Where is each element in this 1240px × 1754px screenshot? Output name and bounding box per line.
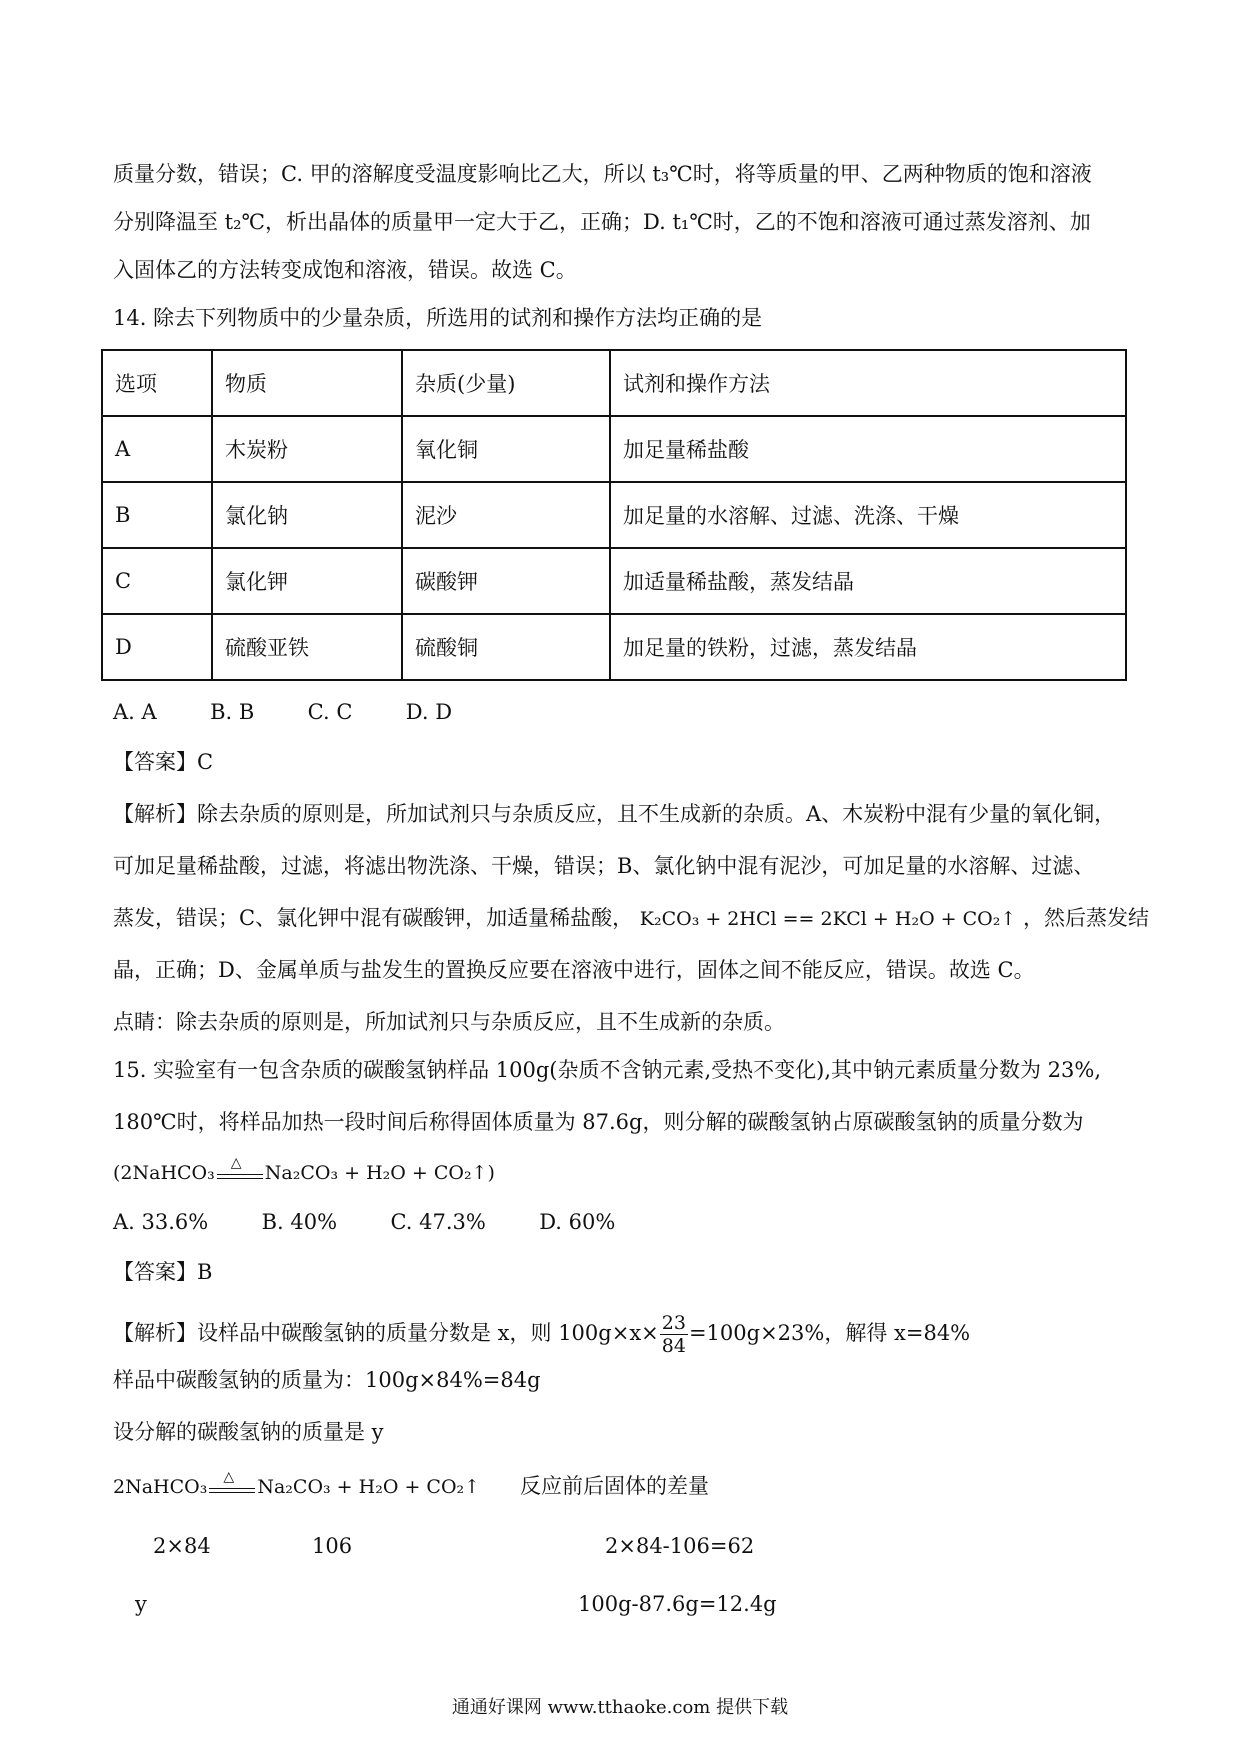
equation-right: Na₂CO₃ + H₂O + CO₂↑ (257, 1476, 481, 1498)
intro-line-1: 质量分数，错误；C. 甲的溶解度受温度影响比乙大，所以 t₃℃时，将等质量的甲、乙两种物质的饱和溶液 (113, 162, 1092, 186)
table-row (102, 614, 1126, 680)
q14-answer: 【答案】C (113, 750, 214, 774)
table-cell: D (102, 614, 212, 680)
q15-options (113, 1208, 615, 1236)
table-header-cell: 物质 (212, 350, 402, 416)
fraction (660, 1312, 688, 1357)
table-cell: 碳酸钾 (402, 548, 610, 614)
q14-analysis-line-3 (113, 904, 1149, 933)
table-cell: 氧化铜 (402, 416, 610, 482)
fraction-denominator: 84 (661, 1335, 686, 1357)
table-cell: 加适量稀盐酸，蒸发结晶 (610, 548, 1126, 614)
option-b: B. 40% (261, 1210, 338, 1234)
q14-analysis-line-1: 【解析】除去杂质的原则是，所加试剂只与杂质反应，且不生成新的杂质。A、木炭粉中混有少量的氧化铜， (113, 802, 1116, 826)
q15-let-y: 设分解的碳酸氢钠的质量是 y (113, 1420, 384, 1444)
option-d: D. D (405, 700, 453, 724)
table-cell: 加足量稀盐酸 (610, 416, 1126, 482)
option-a: A. 33.6% (113, 1210, 209, 1234)
q15-stem-line-1: 15. 实验室有一包含杂质的碳酸氢钠样品 100g(杂质不含钠元素,受热不变化),其中钠元素质量分数为 23%, (113, 1058, 1102, 1082)
reaction-equation: K₂CO₃ + 2HCl == 2KCl + H₂O + CO₂↑ (639, 908, 1017, 930)
ratio-cell: 106 (312, 1534, 353, 1558)
analysis-text: =100g×23%，解得 x=84% (688, 1321, 971, 1345)
q14-options (113, 698, 452, 726)
equation-left: 2NaHCO₃ (113, 1476, 208, 1498)
table-cell: A (102, 416, 212, 482)
fraction-numerator: 23 (661, 1312, 686, 1334)
table-cell: 木炭粉 (212, 416, 402, 482)
ratio-cell: y (135, 1592, 147, 1616)
q14-table (101, 349, 1127, 681)
q15-stem-line-2: 180℃时，将样品加热一段时间后称得固体质量为 87.6g，则分解的碳酸氢钠占原碳酸氢钠的质量分数为 (113, 1110, 1084, 1134)
option-a: A. A (113, 700, 157, 724)
table-cell: 硫酸铜 (402, 614, 610, 680)
option-d: D. 60% (539, 1210, 616, 1234)
q15-equation (113, 1155, 495, 1187)
heat-arrow-icon: △ (209, 1474, 255, 1496)
q15-mass-line: 样品中碳酸氢钠的质量为：100g×84%=84g (113, 1368, 541, 1392)
table-cell: 氯化钠 (212, 482, 402, 548)
table-row (102, 548, 1126, 614)
ratio-cell: 2×84-106=62 (605, 1534, 755, 1558)
equation-left: (2NaHCO₃ (113, 1162, 215, 1184)
equation-right: Na₂CO₃ + H₂O + CO₂↑) (264, 1162, 495, 1184)
intro-line-2: 分别降温至 t₂℃，析出晶体的质量甲一定大于乙，正确；D. t₁℃时，乙的不饱和溶液可通过蒸发溶剂、加 (113, 210, 1091, 234)
table-header-row (102, 350, 1126, 416)
table-header-cell: 试剂和操作方法 (610, 350, 1126, 416)
table-cell: 氯化钾 (212, 548, 402, 614)
table-row (102, 416, 1126, 482)
table-cell: B (102, 482, 212, 548)
q14-stem: 14. 除去下列物质中的少量杂质，所选用的试剂和操作方法均正确的是 (113, 306, 763, 330)
q14-analysis-line-4: 晶，正确；D、金属单质与盐发生的置换反应要在溶液中进行，固体之间不能反应，错误。故选 C。 (113, 958, 1035, 982)
q14-analysis-line-2: 可加足量稀盐酸，过滤，将滤出物洗涤、干燥，错误；B、氯化钠中混有泥沙，可加足量的水溶解、过滤、 (113, 854, 1095, 878)
table-cell: 硫酸亚铁 (212, 614, 402, 680)
difference-label: 反应前后固体的差量 (520, 1474, 709, 1498)
heat-arrow-icon: △ (217, 1160, 263, 1182)
analysis-text: 蒸发，错误；C、氯化钾中混有碳酸钾，加适量稀盐酸， (113, 906, 634, 930)
q15-equation-2 (113, 1469, 481, 1501)
table-cell: C (102, 548, 212, 614)
q14-tip: 点睛：除去杂质的原则是，所加试剂只与杂质反应，且不生成新的杂质。 (113, 1010, 785, 1034)
table-cell: 泥沙 (402, 482, 610, 548)
option-b: B. B (210, 700, 255, 724)
table-cell: 加足量的铁粉，过滤，蒸发结晶 (610, 614, 1126, 680)
option-c: C. C (307, 700, 353, 724)
q15-answer: 【答案】B (113, 1260, 213, 1284)
table-cell: 加足量的水溶解、过滤、洗涤、干燥 (610, 482, 1126, 548)
ratio-cell: 100g-87.6g=12.4g (578, 1592, 777, 1616)
intro-line-3: 入固体乙的方法转变成饱和溶液，错误。故选 C。 (113, 258, 577, 282)
table-row (102, 482, 1126, 548)
option-c: C. 47.3% (390, 1210, 486, 1234)
page-footer: 通通好课网 www.tthaoke.com 提供下载 (451, 1697, 789, 1718)
table-header-cell: 杂质(少量) (402, 350, 610, 416)
ratio-cell: 2×84 (153, 1534, 211, 1558)
analysis-text: 【解析】设样品中碳酸氢钠的质量分数是 x，则 100g×x× (113, 1321, 659, 1345)
table-header-cell: 选项 (102, 350, 212, 416)
q15-analysis-line-1 (113, 1312, 970, 1357)
analysis-text: ，然后蒸发结 (1022, 906, 1149, 930)
